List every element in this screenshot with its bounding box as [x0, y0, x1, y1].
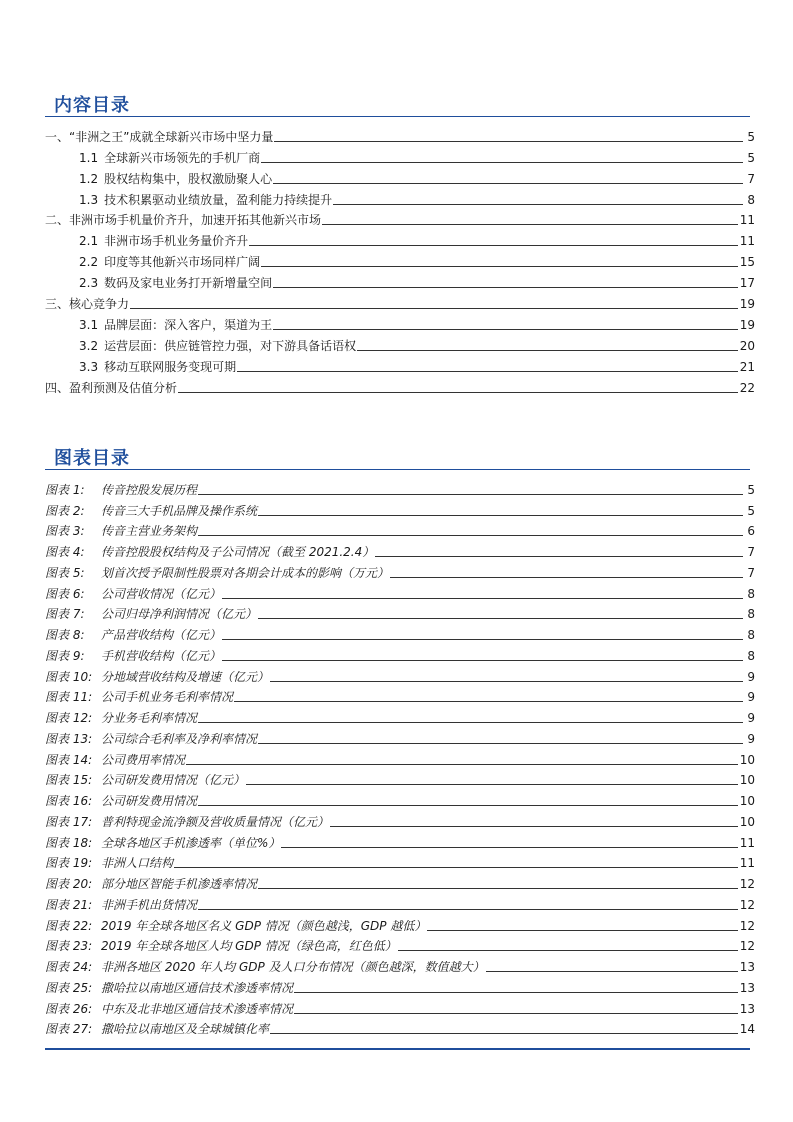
figure-entry-text: 2019 年全球各地区人均 GDP 情况（绿色高，红色低）	[101, 939, 397, 954]
figure-entry-text: 公司研发费用情况（亿元）	[101, 773, 246, 788]
figure-entry-label	[45, 587, 222, 603]
toc-entry-page: 17	[739, 276, 755, 291]
toc-entry-label	[45, 172, 273, 188]
toc-entry-number: 3.2	[79, 338, 99, 353]
toc-entry[interactable]	[45, 188, 755, 209]
figure-entry-text: 划首次授予限制性股票对各期会计成本的影响（万元）	[101, 565, 390, 580]
figure-entry[interactable]	[45, 976, 755, 997]
figure-leader-line	[330, 825, 738, 827]
toc-entry-label	[45, 255, 261, 271]
toc-entry-label	[45, 193, 333, 209]
figure-entry-label	[45, 939, 398, 955]
figure-entry[interactable]	[45, 935, 755, 956]
figure-entry-text: 全球各地区手机渗透率（单位%）	[101, 835, 281, 850]
figure-entry-id: 图表 1:	[45, 482, 85, 497]
figure-entry[interactable]	[45, 914, 755, 935]
figure-entry-page: 9	[747, 711, 755, 725]
figure-entry-label	[45, 607, 258, 623]
toc-entry-text: 非洲市场手机业务量价齐升	[104, 234, 249, 249]
toc-entry-label	[45, 318, 273, 334]
figure-entry-page: 5	[747, 503, 755, 518]
toc-entry-text: 技术积累驱动业绩放量，盈利能力持续提升	[104, 192, 333, 207]
figure-entry[interactable]	[45, 831, 755, 852]
toc-entry-text: 运营层面：供应链管控力强，对下游具备话语权	[104, 338, 357, 353]
figure-entry-label	[45, 877, 258, 893]
toc-entry-text: 四、盈利预测及估值分析	[45, 380, 178, 395]
figure-leader-line	[222, 659, 743, 661]
toc-entry-page: 7	[747, 171, 755, 186]
figure-entry[interactable]	[45, 686, 755, 707]
figure-entry-label	[45, 690, 234, 706]
figure-entry-text: 分业务毛利率情况	[101, 711, 198, 725]
figure-leader-line	[174, 866, 738, 868]
figure-entry-text: 撒哈拉以南地区通信技术渗透率情况	[101, 980, 294, 995]
toc-leader-line	[178, 391, 738, 393]
figure-entry[interactable]	[45, 955, 755, 976]
figure-entry[interactable]	[45, 561, 755, 582]
toc-entry-page: 21	[739, 359, 755, 374]
figure-entry-page: 9	[747, 669, 755, 684]
toc-entry[interactable]	[45, 271, 755, 292]
figure-entry-id: 图表 17:	[45, 814, 93, 829]
figure-leader-line	[294, 1012, 738, 1014]
figure-entry[interactable]	[45, 769, 755, 790]
figure-entry-id: 图表 3:	[45, 524, 85, 539]
figure-entry-label	[45, 524, 198, 540]
figure-leader-line	[486, 970, 738, 972]
figure-entry[interactable]	[45, 893, 755, 914]
figure-entry-label	[45, 566, 390, 582]
figure-entry-id: 图表 14:	[45, 752, 93, 767]
toc-entry-label	[45, 151, 261, 167]
toc-entry-page: 5	[747, 129, 755, 144]
toc-entry[interactable]	[45, 167, 755, 188]
figure-entry-label	[45, 1002, 294, 1018]
figure-entry-page: 7	[747, 565, 755, 580]
figure-entry-id: 图表 5:	[45, 565, 85, 580]
figure-entry-label	[45, 670, 270, 686]
figure-entry-page: 12	[739, 918, 755, 933]
figure-entry-text: 撒哈拉以南地区及全球城镇化率	[101, 1022, 270, 1037]
figure-entry-id: 图表 9:	[45, 648, 85, 663]
contents-rule	[45, 116, 750, 117]
toc-entry-label	[45, 213, 322, 229]
toc-leader-line	[261, 265, 738, 267]
figure-entry-page: 5	[747, 482, 755, 497]
figure-leader-line	[258, 617, 743, 619]
figure-entry-page: 12	[739, 939, 755, 954]
figure-entry-id: 图表 7:	[45, 607, 85, 622]
toc-entry[interactable]	[45, 292, 755, 313]
figure-entry-id: 图表 10:	[45, 669, 93, 684]
figure-entry[interactable]	[45, 478, 755, 499]
figure-entry-id: 图表 13:	[45, 731, 93, 746]
figure-entry-page: 8	[747, 607, 755, 622]
toc-entry-number: 2.1	[79, 234, 99, 249]
toc-entry-label	[45, 339, 357, 355]
toc-leader-line	[273, 328, 738, 330]
figure-entry-id: 图表 24:	[45, 960, 93, 974]
figure-entry-text: 非洲各地区 2020 年人均 GDP 及人口分布情况（颜色越深，数值越大）	[101, 960, 485, 974]
figure-leader-line	[198, 908, 738, 910]
toc-entry[interactable]	[45, 376, 755, 397]
figure-entry-id: 图表 23:	[45, 939, 93, 954]
figure-entry-page: 9	[747, 731, 755, 746]
toc-leader-line	[322, 223, 738, 225]
toc-leader-line	[273, 286, 738, 288]
figure-entry-label	[45, 773, 246, 789]
figure-entry-text: 非洲人口结构	[101, 856, 174, 871]
figure-entry-label	[45, 504, 258, 520]
figure-entry-page: 10	[739, 752, 755, 767]
toc-entry-label	[45, 360, 237, 376]
toc-leader-line	[357, 349, 738, 351]
figure-entry-page: 10	[739, 794, 755, 808]
toc-entry[interactable]	[45, 355, 755, 376]
figure-entry-id: 图表 16:	[45, 794, 93, 808]
figure-entry-label	[45, 649, 222, 665]
toc-leader-line	[249, 244, 738, 246]
toc-entry-page: 5	[747, 150, 755, 165]
figure-entry-id: 图表 25:	[45, 980, 93, 995]
toc-entry-page: 19	[739, 297, 755, 312]
toc-entry-number: 3.3	[79, 359, 99, 374]
figures-rule	[45, 469, 750, 470]
figure-leader-line	[270, 680, 743, 682]
figure-entry-page: 6	[747, 524, 755, 539]
toc-entry[interactable]	[45, 125, 755, 146]
figure-entry-label	[45, 919, 427, 935]
figure-entry[interactable]	[45, 997, 755, 1018]
figure-entry-text: 传音主营业务架构	[101, 524, 198, 539]
toc-entry-text: 全球新兴市场领先的手机厂商	[104, 150, 261, 165]
figure-entry-id: 图表 18:	[45, 835, 93, 850]
toc-entry-label	[45, 276, 273, 292]
figure-leader-line	[198, 493, 743, 495]
figure-entry-id: 图表 26:	[45, 1001, 93, 1016]
figure-leader-line	[375, 555, 743, 557]
figure-entry-label	[45, 1022, 270, 1038]
figure-leader-line	[198, 534, 743, 536]
figure-entry-label	[45, 856, 174, 872]
figure-entry-label	[45, 732, 258, 748]
figure-entry-label	[45, 836, 281, 852]
figure-entry-text: 公司手机业务毛利率情况	[101, 690, 234, 705]
figure-entry-page: 9	[747, 690, 755, 705]
toc-entry-number: 1.3	[79, 192, 99, 207]
figure-leader-line	[222, 638, 743, 640]
toc-entry-text: 数码及家电业务打开新增量空间	[104, 276, 273, 291]
figure-entry-id: 图表 22:	[45, 918, 93, 933]
figure-entry-text: 分地域营收结构及增速（亿元）	[101, 669, 270, 684]
figure-leader-line	[222, 597, 743, 599]
toc-entry-page: 20	[739, 338, 755, 353]
figure-entry-text: 公司研发费用情况	[101, 794, 198, 808]
figure-entry-page: 12	[739, 897, 755, 912]
figure-entry-page: 10	[739, 814, 755, 829]
figure-entry-label	[45, 815, 330, 831]
figure-entry-label	[45, 898, 198, 914]
figure-entry-id: 图表 19:	[45, 856, 93, 871]
figure-leader-line	[234, 700, 743, 702]
figure-entry-label	[45, 483, 198, 499]
figure-entry[interactable]	[45, 665, 755, 686]
toc-entry[interactable]	[45, 209, 755, 230]
figure-entry-page: 12	[739, 877, 755, 891]
toc-leader-line	[274, 140, 743, 142]
figure-entry-page: 13	[739, 960, 755, 974]
figure-entry-id: 图表 6:	[45, 586, 85, 601]
figure-entry-id: 图表 15:	[45, 773, 93, 788]
figure-entry-id: 图表 27:	[45, 1022, 93, 1037]
figure-entry-text: 非洲手机出货情况	[101, 897, 198, 912]
page-bottom-rule	[45, 1048, 750, 1050]
toc-entry-text: 印度等其他新兴市场同样广阔	[104, 255, 261, 270]
figure-entry[interactable]	[45, 540, 755, 561]
figure-entry-id: 图表 21:	[45, 897, 93, 912]
toc-entry-page: 19	[739, 317, 755, 332]
figure-entry-text: 中东及北非地区通信技术渗透率情况	[101, 1001, 294, 1016]
figure-entry-id: 图表 12:	[45, 711, 93, 725]
figure-entry-text: 产品营收结构（亿元）	[101, 628, 222, 642]
figure-entry-text: 部分地区智能手机渗透率情况	[101, 877, 258, 891]
toc-entry[interactable]	[45, 334, 755, 355]
figure-entry-page: 11	[739, 835, 755, 850]
figure-entry[interactable]	[45, 1018, 755, 1039]
figure-entry-page: 13	[739, 980, 755, 995]
toc-entry-number: 3.1	[79, 317, 99, 332]
figure-entry[interactable]	[45, 582, 755, 603]
figure-entry-text: 传音控股发展历程	[101, 482, 198, 497]
toc-entry-number: 1.1	[79, 150, 99, 165]
toc-entry-number: 2.3	[79, 276, 99, 291]
figure-entry-label	[45, 753, 186, 769]
figure-entry-label	[45, 545, 375, 561]
toc-entry-number: 1.2	[79, 171, 99, 186]
toc-entry-text: 一、“非洲之王”成就全球新兴市场中坚力量	[45, 129, 274, 144]
toc-leader-line	[130, 307, 738, 309]
figure-entry[interactable]	[45, 603, 755, 624]
contents-list	[45, 125, 755, 397]
figure-entry-text: 传音三大手机品牌及操作系统	[101, 503, 258, 518]
figure-entry-text: 公司营收情况（亿元）	[101, 586, 222, 601]
toc-entry-text: 移动互联网服务变现可期	[104, 359, 237, 374]
figure-entry[interactable]	[45, 499, 755, 520]
figures-list	[45, 478, 755, 1038]
figure-leader-line	[270, 1032, 738, 1034]
figure-entry-text: 2019 年全球各地区名义 GDP 情况（颜色越浅，GDP 越低）	[101, 918, 427, 933]
figure-entry-label	[45, 960, 486, 976]
figure-entry-text: 公司综合毛利率及净利率情况	[101, 731, 258, 746]
figure-leader-line	[258, 514, 743, 516]
figure-entry-id: 图表 11:	[45, 690, 93, 705]
figure-leader-line	[258, 887, 738, 889]
figure-entry[interactable]	[45, 852, 755, 873]
toc-entry-text: 二、非洲市场手机量价齐升，加速开拓其他新兴市场	[45, 213, 322, 228]
toc-entry-page: 11	[739, 213, 755, 228]
figure-entry[interactable]	[45, 520, 755, 541]
figure-entry[interactable]	[45, 727, 755, 748]
figure-entry[interactable]	[45, 748, 755, 769]
figure-leader-line	[390, 576, 743, 578]
toc-leader-line	[333, 203, 743, 205]
figure-entry-page: 14	[739, 1022, 755, 1037]
toc-entry-page: 8	[747, 192, 755, 207]
figure-leader-line	[258, 742, 743, 744]
figure-entry-page: 8	[747, 628, 755, 642]
figure-entry-page: 13	[739, 1001, 755, 1016]
figure-entry-id: 图表 2:	[45, 503, 85, 518]
figure-entry-label	[45, 981, 294, 997]
toc-entry[interactable]	[45, 313, 755, 334]
figure-entry[interactable]	[45, 623, 755, 644]
toc-leader-line	[273, 182, 743, 184]
figure-entry-text: 传音控股股权结构及子公司情况（截至 2021.2.4）	[101, 545, 375, 559]
figure-entry-text: 普利特现金流净额及营收质量情况（亿元）	[101, 814, 330, 829]
figure-entry[interactable]	[45, 706, 755, 727]
toc-entry-text: 股权结构集中，股权激励聚人心	[104, 171, 273, 186]
figure-leader-line	[294, 991, 738, 993]
toc-entry[interactable]	[45, 146, 755, 167]
figure-entry-id: 图表 20:	[45, 877, 93, 891]
figure-entry[interactable]	[45, 644, 755, 665]
figure-entry-page: 8	[747, 648, 755, 663]
figure-leader-line	[186, 763, 738, 765]
toc-entry-number: 2.2	[79, 255, 99, 270]
toc-entry-label	[45, 234, 249, 250]
toc-entry[interactable]	[45, 229, 755, 250]
toc-entry-page: 22	[739, 380, 755, 395]
figure-leader-line	[198, 804, 738, 806]
toc-entry-page: 11	[739, 234, 755, 249]
figure-entry-page: 7	[747, 545, 755, 559]
figure-entry-label	[45, 711, 198, 727]
figure-entry-page: 10	[739, 773, 755, 788]
figure-leader-line	[427, 929, 737, 931]
figure-entry[interactable]	[45, 789, 755, 810]
toc-entry-label	[45, 297, 130, 313]
figure-leader-line	[198, 721, 743, 723]
toc-entry-label	[45, 381, 178, 397]
figure-entry[interactable]	[45, 810, 755, 831]
toc-leader-line	[261, 161, 743, 163]
figure-entry-text: 手机营收结构（亿元）	[101, 648, 222, 663]
toc-entry-text: 品牌层面：深入客户，渠道为王	[104, 317, 273, 332]
figure-entry-text: 公司费用率情况	[101, 752, 186, 767]
figure-leader-line	[398, 949, 738, 951]
contents-title: 内容目录	[54, 95, 130, 116]
figure-entry-id: 图表 8:	[45, 628, 85, 642]
toc-entry-text: 三、核心竞争力	[45, 297, 130, 312]
figure-entry-id: 图表 4:	[45, 545, 85, 559]
figure-entry[interactable]	[45, 872, 755, 893]
figure-entry-text: 公司归母净利润情况（亿元）	[101, 607, 258, 622]
toc-leader-line	[237, 370, 738, 372]
figure-leader-line	[246, 783, 738, 785]
figures-title: 图表目录	[54, 448, 130, 469]
figure-entry-label	[45, 794, 198, 810]
figure-leader-line	[281, 846, 737, 848]
toc-entry-page: 15	[739, 255, 755, 270]
toc-entry[interactable]	[45, 250, 755, 271]
figure-entry-page: 11	[739, 856, 755, 871]
figure-entry-page: 8	[747, 586, 755, 601]
figure-entry-label	[45, 628, 222, 644]
toc-entry-label	[45, 130, 274, 146]
